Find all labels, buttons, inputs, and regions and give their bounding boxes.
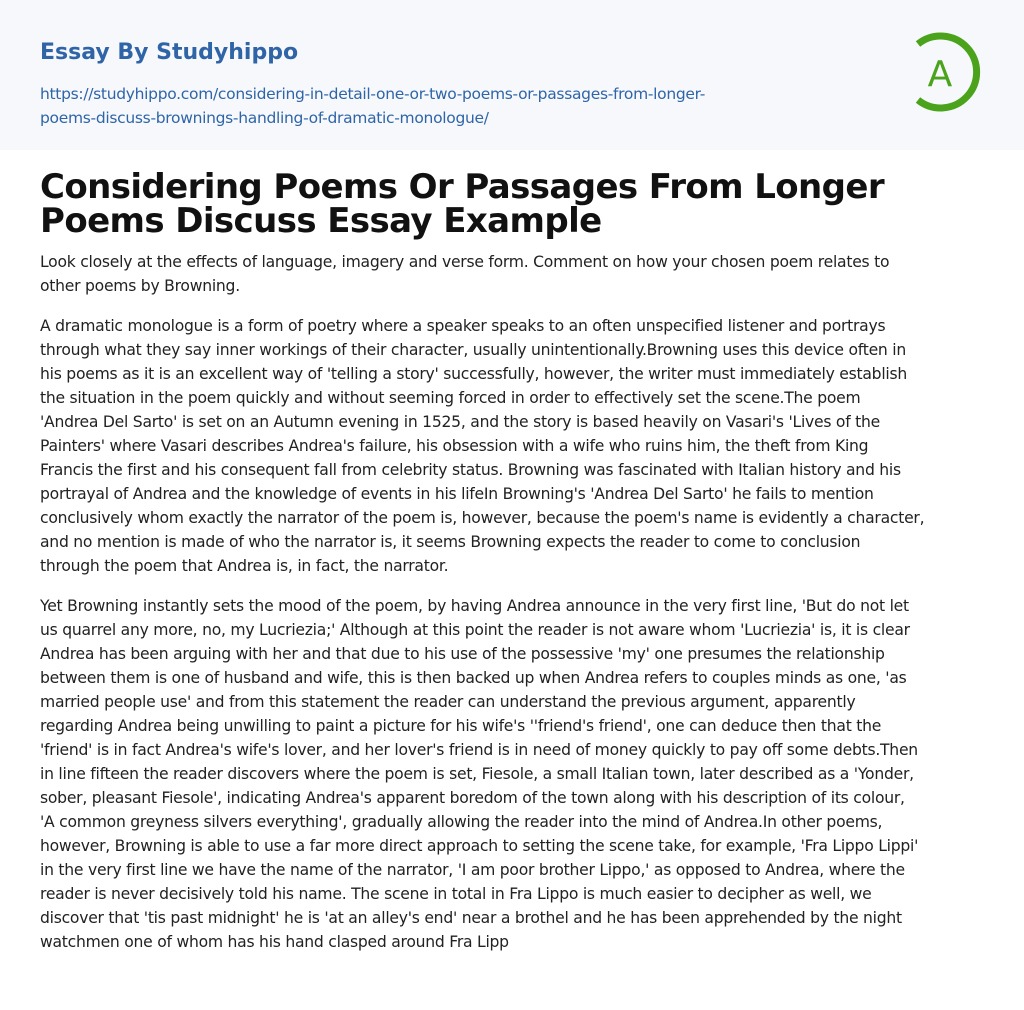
paragraph-line: 'Andrea Del Sarto' is set on an Autumn evening in 1525, and the story is based heavily on Vasari's 'Lives of the bbox=[40, 413, 881, 431]
essay-paragraph bbox=[40, 250, 1000, 298]
paragraph-line: watchmen one of whom has his hand clasped around Fra Lipp bbox=[40, 933, 509, 951]
paragraph-line: Yet Browning instantly sets the mood of the poem, by having Andrea announce in the very first line, 'But do not let bbox=[40, 597, 909, 615]
title-line: Poems Discuss Essay Example bbox=[40, 201, 602, 241]
essay-body bbox=[40, 250, 1000, 970]
paragraph-line: sober, pleasant Fiesole', indicating Andrea's apparent boredom of the town along with his description of its colour, bbox=[40, 789, 905, 807]
paragraph-line: in the very first line we have the name of the narrator, 'I am poor brother Lippo,' as opposed to Andrea, where the bbox=[40, 861, 905, 879]
essay-paragraph bbox=[40, 314, 1000, 578]
title-line: Considering Poems Or Passages From Longer bbox=[40, 167, 885, 207]
url-line: https://studyhippo.com/considering-in-detail-one-or-two-poems-or-passages-from-longer- bbox=[40, 85, 706, 103]
paragraph-line: us quarrel any more, no, my Lucriezia;' Although at this point the reader is not aware whom 'Lucriezia' is, it is clear bbox=[40, 621, 910, 639]
site-header bbox=[0, 0, 1024, 150]
paragraph-line: reader is never decisively told his name. The scene in total in Fra Lippo is much easier to decipher as well, we bbox=[40, 885, 872, 903]
paragraph-line: A dramatic monologue is a form of poetry where a speaker speaks to an often unspecified listener and portrays bbox=[40, 317, 886, 335]
paragraph-line: discover that 'tis past midnight' he is 'at an alley's end' near a brothel and he has been apprehended by the night bbox=[40, 909, 902, 927]
source-url-link[interactable] bbox=[40, 82, 705, 130]
paragraph-line: his poems as it is an excellent way of 'telling a story' successfully, however, the writer must immediately establish bbox=[40, 365, 908, 383]
svg-text:A: A bbox=[927, 54, 953, 95]
paragraph-line: in line fifteen the reader discovers where the poem is set, Fiesole, a small Italian town, later described as a 'Yonder, bbox=[40, 765, 914, 783]
essay-paragraph bbox=[40, 594, 1000, 954]
paragraph-line: between them is one of husband and wife, this is then backed up when Andrea refers to couples minds as one, 'as bbox=[40, 669, 907, 687]
paragraph-line: however, Browning is able to use a far more direct approach to setting the scene take, for example, 'Fra Lippo Lippi' bbox=[40, 837, 919, 855]
paragraph-line: through the poem that Andrea is, in fact, the narrator. bbox=[40, 557, 449, 575]
paragraph-line: and no mention is made of who the narrator is, it seems Browning expects the reader to come to conclusion bbox=[40, 533, 861, 551]
paragraph-line: Francis the first and his consequent fall from celebrity status. Browning was fascinated with Italian history and his bbox=[40, 461, 901, 479]
paragraph-line: Look closely at the effects of language, imagery and verse form. Comment on how your chosen poem relates to bbox=[40, 253, 890, 271]
paragraph-line: Andrea has been arguing with her and that due to his use of the possessive 'my' one presumes the relationship bbox=[40, 645, 885, 663]
paragraph-line: the situation in the poem quickly and without seeming forced in order to effectively set the scene.The poem bbox=[40, 389, 861, 407]
brand-title: Essay By Studyhippo bbox=[40, 40, 299, 65]
paragraph-line: married people use' and from this statement the reader can understand the previous argument, apparently bbox=[40, 693, 856, 711]
paragraph-line: 'A common greyness silvers everything', gradually allowing the reader into the mind of Andrea.In other poems, bbox=[40, 813, 883, 831]
url-line: poems-discuss-brownings-handling-of-dramatic-monologue/ bbox=[40, 109, 489, 127]
paragraph-line: Painters' where Vasari describes Andrea's failure, his obsession with a wife who ruins him, the theft from King bbox=[40, 437, 869, 455]
paragraph-line: 'friend' is in fact Andrea's wife's lover, and her lover's friend is in need of money quickly to pay off some debts.Then bbox=[40, 741, 918, 759]
paragraph-line: regarding Andrea being unwilling to paint a picture for his wife's ''friend's friend', one can deduce then that the bbox=[40, 717, 882, 735]
paragraph-line: through what they say inner workings of their character, usually unintentionally.Browning uses this device often in bbox=[40, 341, 906, 359]
paragraph-line: conclusively whom exactly the narrator of the poem is, however, because the poem's name is evidently a character, bbox=[40, 509, 925, 527]
studyhippo-logo-icon bbox=[910, 30, 986, 114]
paragraph-line: other poems by Browning. bbox=[40, 277, 240, 295]
page-title bbox=[40, 167, 885, 241]
paragraph-line: portrayal of Andrea and the knowledge of events in his lifeIn Browning's 'Andrea Del Sarto' he fails to mention bbox=[40, 485, 874, 503]
